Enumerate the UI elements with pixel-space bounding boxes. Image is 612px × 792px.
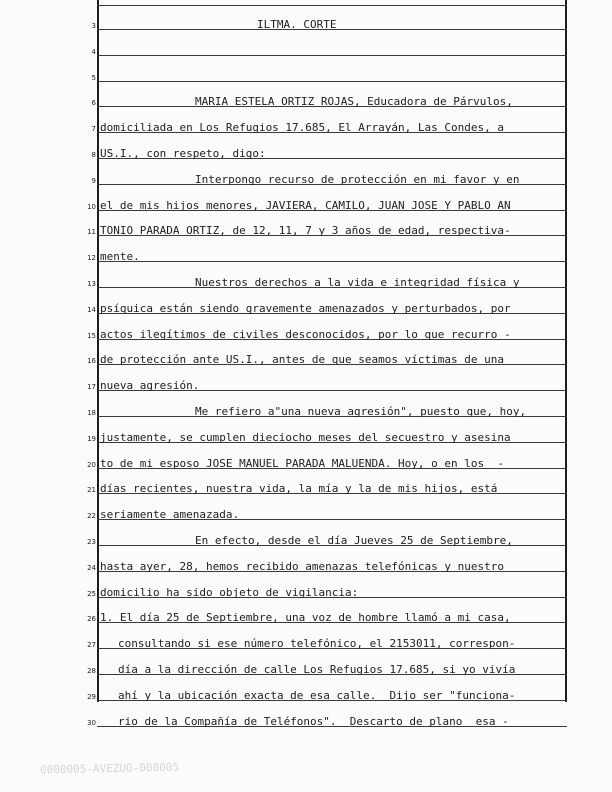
line-number: 7 [91, 125, 96, 134]
text-line: US.I., con respeto, digo: [100, 147, 266, 160]
line-number: 20 [87, 460, 96, 469]
text-line: seriamente amenazada. [100, 508, 240, 522]
text-line: domicilio ha sido objeto de vigilancia: [100, 585, 359, 599]
text-line: TONIO PARADA ORTIZ, de 12, 11, 7 y 3 años de edad, respectiva- [100, 224, 511, 238]
text-line: consultando si ese número telefónico, el 2153011, correspon- [118, 637, 516, 651]
line-number: 19 [87, 434, 96, 443]
line-number: 14 [87, 305, 96, 314]
line-number: 22 [87, 512, 96, 521]
line-number: 11 [87, 228, 96, 237]
line-number: 23 [87, 538, 96, 546]
text-line: ahí y la ubicación exacta de esa calle. Dijo ser "funciona- [118, 688, 516, 702]
ruled-line [97, 5, 567, 6]
text-line: 1. El día 25 de Septiembre, una voz de hombre llamó a mi casa, [100, 611, 511, 625]
archive-stamp: 0000005-AVEZUO-000005 [39, 760, 180, 777]
text-line: hasta ayer, 28, hemos recibido amenazas telefónicas y nuestro [100, 559, 504, 573]
line-number: 17 [87, 383, 96, 392]
line-number: 28 [87, 667, 96, 675]
text-line: rio de la Compañía de Teléfonos". Descarto de plano esa - [118, 714, 509, 728]
text-line: día a la dirección de calle Los Refugios 17.685, si yo vivía [118, 663, 516, 676]
text-line: domiciliada en Los Refugios 17.685, El Arrayán, Las Condes, a [100, 121, 504, 135]
line-number: 5 [91, 73, 96, 82]
text-line: días recientes, nuestra vida, la mía y la de mis hijos, está [100, 482, 498, 496]
text-line: justamente, se cumplen dieciocho meses del secuestro y asesina [100, 430, 511, 444]
line-number: 3 [91, 22, 96, 30]
text-line: psíquica están siendo gravemente amenazados y perturbados, por [100, 301, 511, 315]
line-number: 24 [87, 563, 96, 572]
line-number: 10 [87, 202, 96, 211]
line-number: 18 [87, 409, 96, 417]
ruled-line [97, 55, 567, 56]
line-number: 6 [91, 99, 96, 108]
text-line: MARIA ESTELA ORTIZ ROJAS, Educadora de Párvulos, [195, 95, 513, 109]
line-number: 21 [87, 486, 96, 495]
line-number: 26 [87, 615, 96, 624]
line-number: 30 [87, 718, 96, 727]
text-line: nueva agresión. [100, 379, 200, 393]
text-line: de protección ante US.I., antes de que seamos víctimas de una [100, 353, 504, 367]
line-number: 12 [87, 254, 96, 263]
text-line: to de mi esposo JOSE MANUEL PARADA MALUENDA. Hoy, o en los - [100, 456, 504, 470]
text-line: el de mis hijos menores, JAVIERA, CAMILO, JUAN JOSE Y PABLO AN [100, 198, 511, 212]
line-number: 16 [87, 357, 96, 366]
line-number: 13 [87, 280, 96, 288]
line-number: 8 [91, 151, 96, 159]
text-line: mente. [100, 250, 140, 264]
line-number: 29 [87, 692, 96, 701]
line-number: 25 [87, 589, 96, 598]
text-line: Me refiero a"una nueva agresión", puesto que, hoy, [195, 405, 527, 418]
text-line: En efecto, desde el día Jueves 25 de Septiembre, [195, 534, 513, 547]
ruled-line [97, 81, 567, 82]
line-number: 4 [91, 47, 96, 56]
text-line: Nuestros derechos a la vida e integridad física y [195, 276, 520, 289]
line-number: 27 [87, 641, 96, 650]
line-number: 9 [91, 176, 96, 185]
ruled-line [97, 261, 567, 262]
text-line: actos ilegítimos de civiles desconocidos, por lo que recurro - [100, 327, 511, 341]
line-number: 15 [87, 331, 96, 340]
text-line: ILTMA. CORTE [257, 18, 337, 31]
text-line: Interpongo recurso de protección en mi favor y en [195, 172, 520, 186]
